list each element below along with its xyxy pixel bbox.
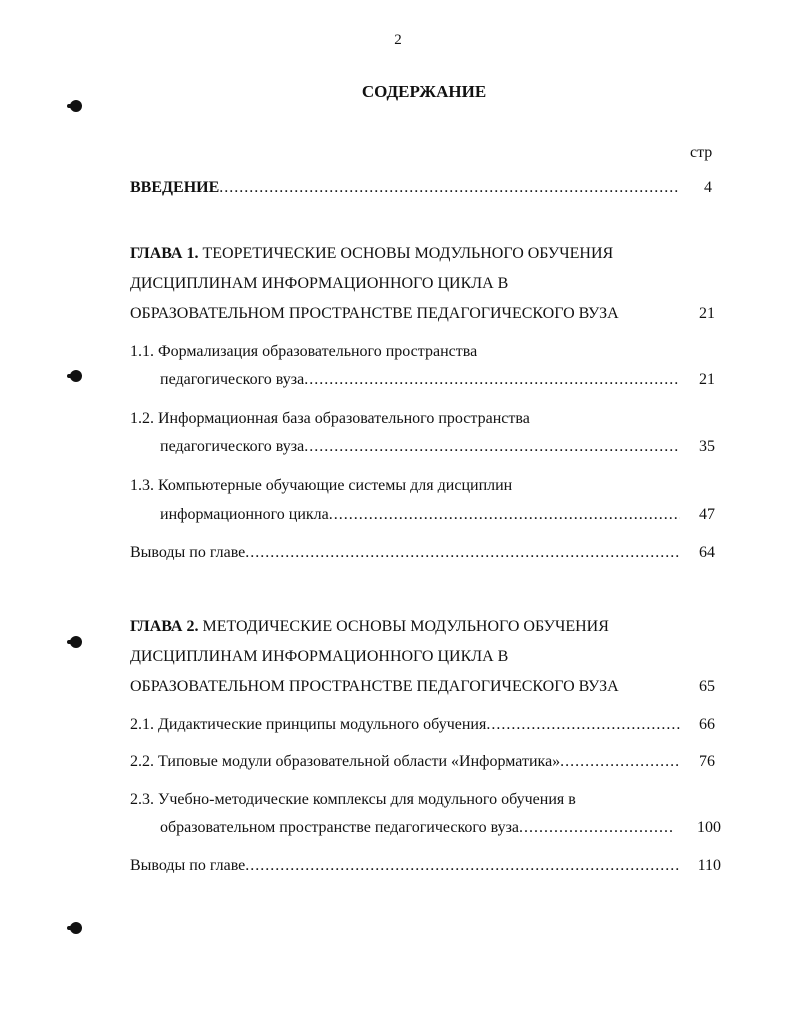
section-title: 1.1. Формализация образовательного пространства bbox=[130, 343, 478, 360]
section-title: 2.1. Дидактические принципы модульного обучения bbox=[130, 716, 487, 733]
chapter-title-line: ТЕОРЕТИЧЕСКИЕ ОСНОВЫ МОДУЛЬНОГО ОБУЧЕНИЯ bbox=[202, 245, 614, 262]
section-entry bbox=[160, 437, 680, 457]
chapter-title-line: ДИСЦИПЛИНАМ ИНФОРМАЦИОННОГО ЦИКЛА В bbox=[130, 648, 509, 665]
leader-dots bbox=[560, 752, 680, 772]
leader-dots bbox=[329, 505, 680, 525]
section-page: 76 bbox=[699, 753, 715, 770]
leader-dots bbox=[245, 856, 680, 876]
section-title: 2.3. Учебно-методические комплексы для модульного обучения в bbox=[130, 791, 576, 808]
chapter-page: 21 bbox=[699, 305, 715, 322]
conclusions-page: 64 bbox=[699, 544, 715, 561]
chapter-page: 65 bbox=[699, 678, 715, 695]
leader-dots bbox=[486, 715, 680, 735]
toc-entry-page: 4 bbox=[704, 179, 712, 196]
leader-dots bbox=[219, 178, 680, 198]
section-page: 21 bbox=[699, 371, 715, 388]
leader-dots bbox=[245, 543, 680, 563]
section-entry bbox=[130, 715, 680, 735]
section-title-cont: педагогического вуза bbox=[160, 371, 305, 388]
leader-dots bbox=[304, 370, 680, 390]
binding-hole-mark bbox=[70, 370, 82, 382]
leader-dots bbox=[304, 437, 680, 457]
section-page: 100 bbox=[697, 819, 721, 836]
section-title-cont: информационного цикла bbox=[160, 506, 329, 523]
page-number: 2 bbox=[394, 32, 402, 48]
chapter-title-line: ДИСЦИПЛИНАМ ИНФОРМАЦИОННОГО ЦИКЛА В bbox=[130, 275, 509, 292]
conclusions-label: Выводы по главе bbox=[130, 857, 246, 874]
chapter-label: ГЛАВА 1. bbox=[130, 245, 199, 262]
chapter-title-line: ОБРАЗОВАТЕЛЬНОМ ПРОСТРАНСТВЕ ПЕДАГОГИЧЕСКОГО ВУЗА bbox=[130, 678, 619, 695]
chapter-title-line: МЕТОДИЧЕСКИЕ ОСНОВЫ МОДУЛЬНОГО ОБУЧЕНИЯ bbox=[202, 618, 609, 635]
conclusions-entry bbox=[130, 543, 680, 563]
page-title: СОДЕРЖАНИЕ bbox=[361, 82, 487, 101]
binding-hole-mark bbox=[70, 636, 82, 648]
chapter-1-heading bbox=[130, 244, 613, 264]
section-page: 35 bbox=[699, 438, 715, 455]
chapter-title-line: ОБРАЗОВАТЕЛЬНОМ ПРОСТРАНСТВЕ ПЕДАГОГИЧЕСКОГО ВУЗА bbox=[130, 305, 619, 322]
page-column-label: стр bbox=[690, 144, 713, 161]
conclusions-label: Выводы по главе bbox=[130, 544, 246, 561]
section-entry bbox=[160, 370, 680, 390]
conclusions-entry bbox=[130, 856, 680, 876]
section-page: 66 bbox=[699, 716, 715, 733]
section-title-cont: образовательном пространстве педагогического вуза bbox=[160, 819, 520, 836]
section-title-cont: педагогического вуза bbox=[160, 438, 305, 455]
section-page: 47 bbox=[699, 506, 715, 523]
toc-entry-label: ВВЕДЕНИЕ bbox=[130, 179, 220, 196]
section-entry bbox=[130, 752, 680, 772]
toc-entry-intro bbox=[130, 178, 680, 198]
chapter-2-heading bbox=[130, 617, 609, 637]
section-entry bbox=[160, 818, 675, 838]
section-entry bbox=[160, 505, 680, 525]
leader-dots bbox=[519, 818, 675, 838]
section-title: 1.3. Компьютерные обучающие системы для дисциплин bbox=[130, 477, 513, 494]
binding-hole-mark bbox=[70, 922, 82, 934]
section-title: 1.2. Информационная база образовательного пространства bbox=[130, 410, 530, 427]
conclusions-page: 110 bbox=[697, 857, 721, 874]
chapter-label: ГЛАВА 2. bbox=[130, 618, 199, 635]
section-title: 2.2. Типовые модули образовательной области «Информатика» bbox=[130, 753, 561, 770]
